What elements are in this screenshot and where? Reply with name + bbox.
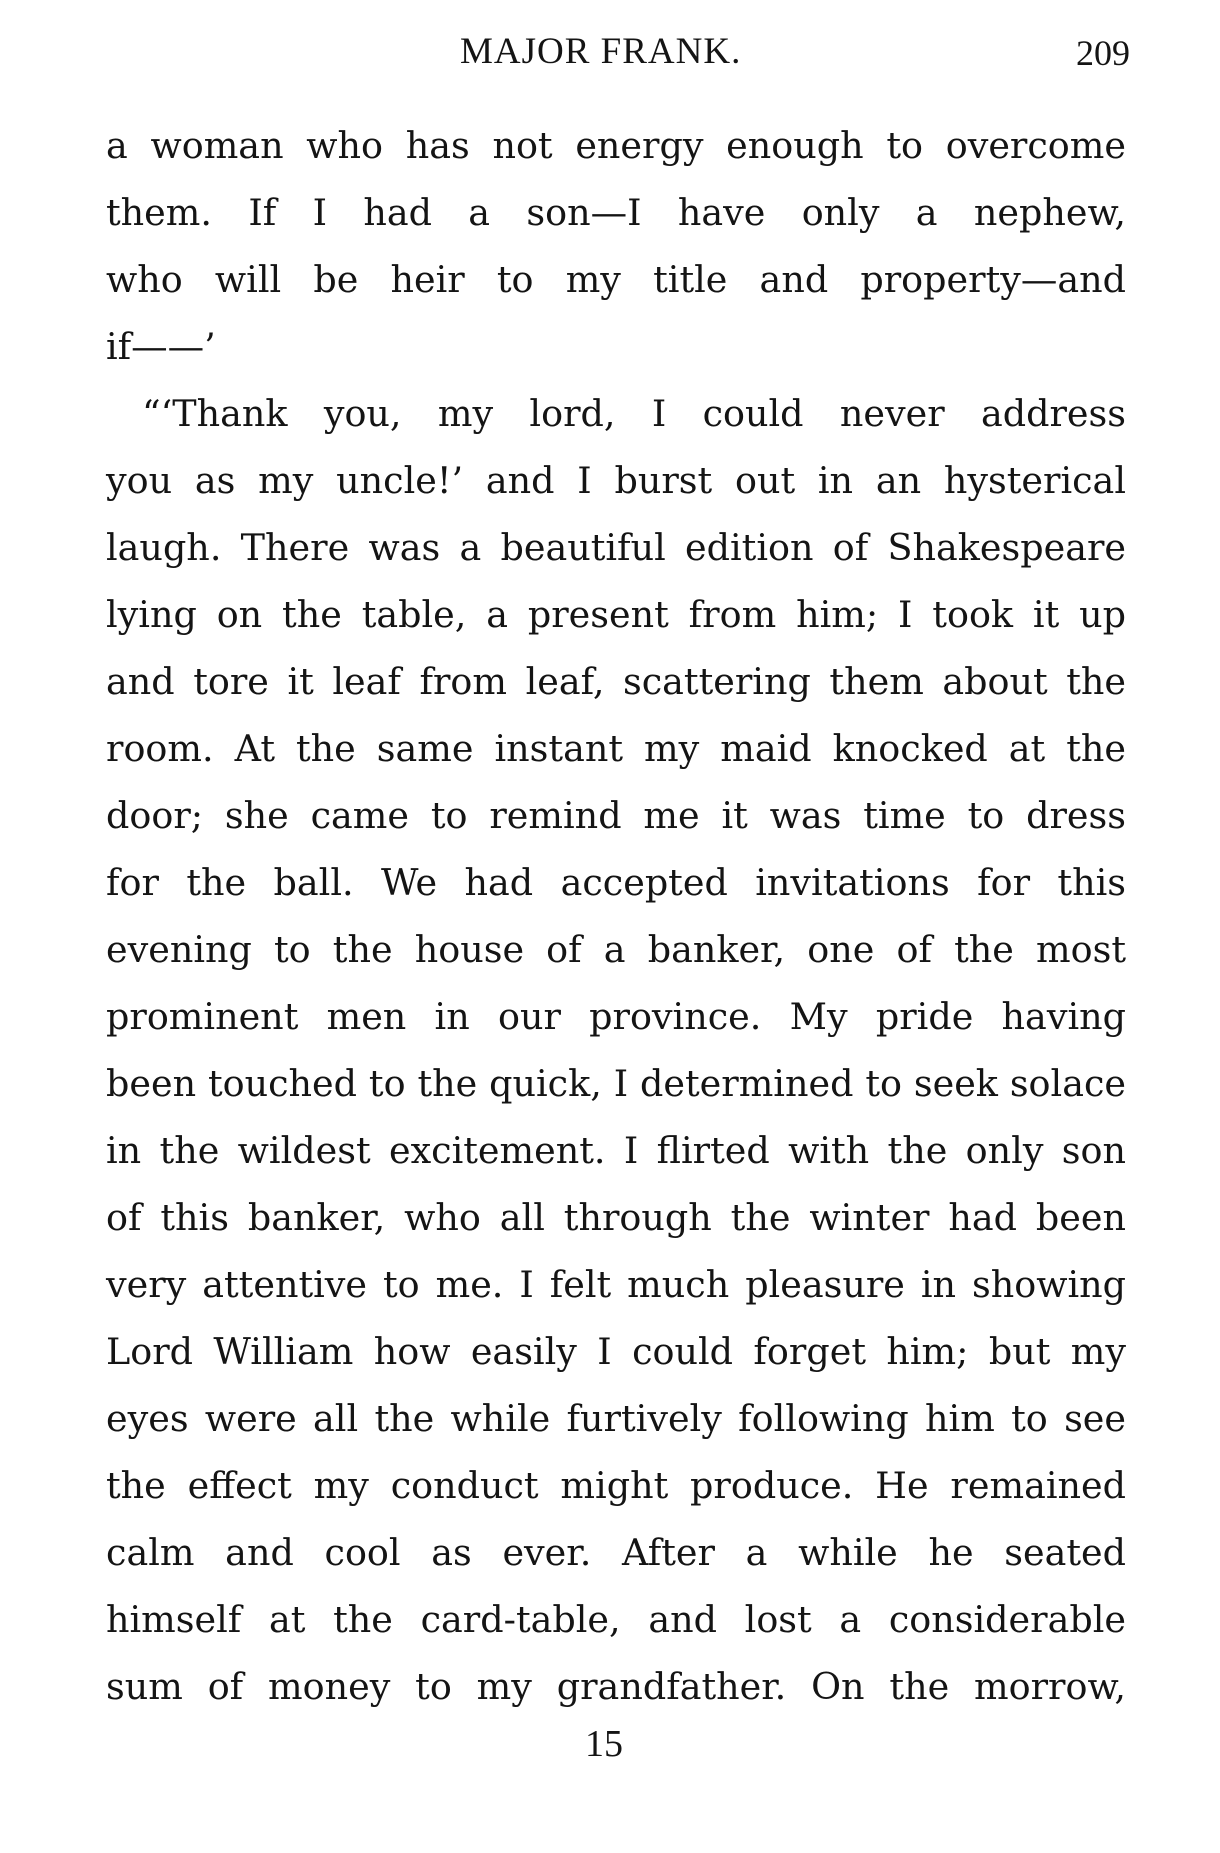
page-number: 209: [1076, 33, 1130, 73]
signature-mark: 15: [585, 1723, 623, 1765]
text-line: of this banker, who all through the winter had been: [106, 1196, 1126, 1239]
text-line: you as my uncle!’ and I burst out in an hysterical: [106, 459, 1126, 502]
text-line: lying on the table, a present from him; I took it up: [106, 593, 1126, 636]
text-line: the effect my conduct might produce. He remained: [106, 1464, 1126, 1507]
text-line: if——’: [106, 325, 216, 368]
text-line: a woman who has not energy enough to overcome: [106, 124, 1126, 167]
body-text: [106, 112, 1126, 1720]
text-line: room. At the same instant my maid knocked at the: [106, 727, 1126, 770]
text-line: been touched to the quick, I determined to seek solace: [106, 1062, 1126, 1105]
text-line: sum of money to my grandfather. On the morrow,: [106, 1665, 1126, 1708]
text-line: very attentive to me. I felt much pleasure in showing: [106, 1263, 1126, 1306]
text-line: in the wildest excitement. I flirted with the only son: [106, 1129, 1126, 1172]
text-line: evening to the house of a banker, one of the most: [106, 928, 1126, 971]
text-line: eyes were all the while furtively following him to see: [106, 1397, 1126, 1440]
text-line: for the ball. We had accepted invitations for this: [106, 861, 1126, 904]
running-header: [460, 30, 1130, 80]
text-line: them. If I had a son—I have only a nephew,: [106, 191, 1126, 234]
text-line: prominent men in our province. My pride having: [106, 995, 1126, 1038]
text-line: who will be heir to my title and property—and: [106, 258, 1126, 301]
text-line: calm and cool as ever. After a while he seated: [106, 1531, 1126, 1574]
text-line: door; she came to remind me it was time to dress: [106, 794, 1126, 837]
text-line: Lord William how easily I could forget him; but my: [106, 1330, 1126, 1373]
text-line: and tore it leaf from leaf, scattering them about the: [106, 660, 1126, 703]
running-title: MAJOR FRANK.: [460, 31, 742, 72]
text-line: himself at the card-table, and lost a considerable: [106, 1598, 1126, 1641]
text-line: “‘Thank you, my lord, I could never address: [142, 392, 1126, 435]
text-line: laugh. There was a beautiful edition of Shakespeare: [106, 526, 1126, 569]
